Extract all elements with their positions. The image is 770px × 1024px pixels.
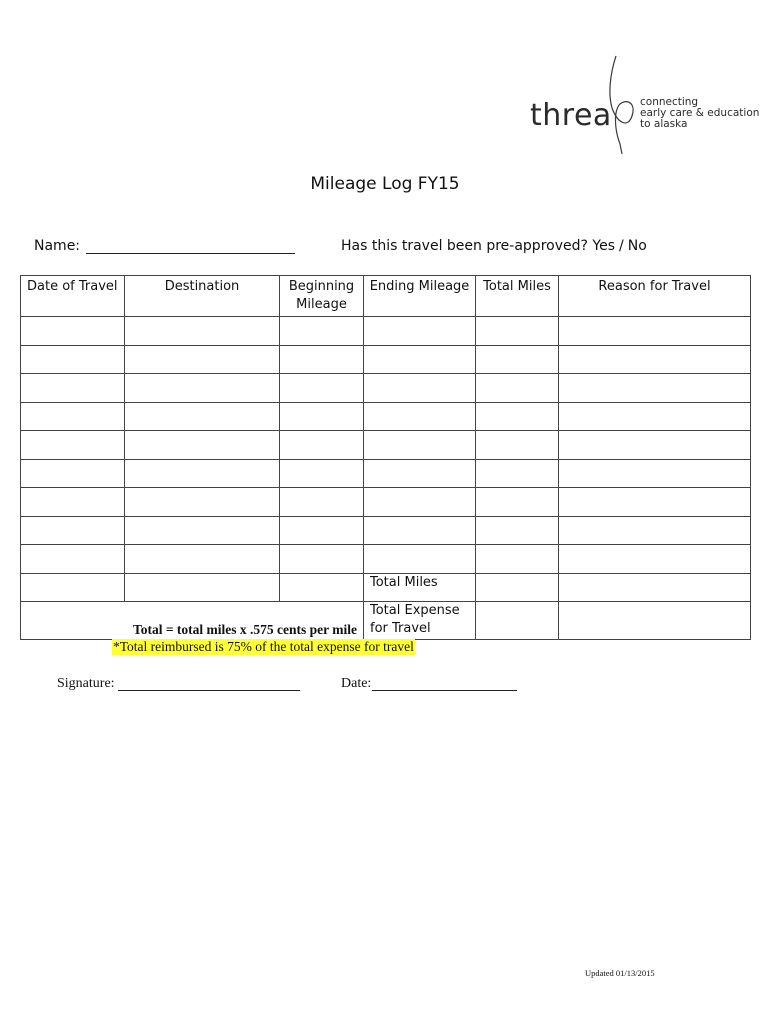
approval-yes-option[interactable]: Yes: [592, 238, 615, 254]
table-cell[interactable]: [280, 431, 364, 460]
table-cell[interactable]: [364, 488, 476, 517]
table-cell[interactable]: [476, 488, 559, 517]
table-cell[interactable]: [21, 317, 125, 346]
table-cell[interactable]: [364, 459, 476, 488]
table-cell[interactable]: [476, 402, 559, 431]
table-cell[interactable]: [280, 317, 364, 346]
table-cell[interactable]: [559, 602, 751, 640]
approval-separator: /: [619, 238, 624, 254]
logo-tagline: [640, 97, 759, 130]
table-cell[interactable]: [559, 345, 751, 374]
table-row: [21, 345, 751, 374]
table-cell[interactable]: [559, 374, 751, 403]
table-cell[interactable]: [21, 374, 125, 403]
table-cell[interactable]: [364, 345, 476, 374]
table-cell[interactable]: [21, 345, 125, 374]
approval-no-option[interactable]: No: [627, 238, 647, 254]
table-cell[interactable]: [476, 431, 559, 460]
table-cell[interactable]: [21, 488, 125, 517]
table-cell[interactable]: [476, 317, 559, 346]
table-cell[interactable]: [280, 545, 364, 574]
table-cell[interactable]: [476, 516, 559, 545]
table-row: [21, 545, 751, 574]
table-cell[interactable]: [280, 459, 364, 488]
reimbursement-note: *Total reimbursed is 75% of the total expense for travel: [113, 639, 414, 654]
name-label: Name:: [34, 238, 81, 254]
table-cell[interactable]: [559, 317, 751, 346]
table-cell[interactable]: [21, 516, 125, 545]
table-cell[interactable]: [559, 573, 751, 602]
table-row: [21, 459, 751, 488]
total-formula-text: Total = total miles x .575 cents per mile: [21, 602, 364, 640]
thread-logo: [528, 54, 760, 154]
table-cell[interactable]: [125, 545, 280, 574]
table-cell[interactable]: [364, 317, 476, 346]
column-header-date: Date of Travel: [21, 276, 125, 317]
table-cell[interactable]: [280, 488, 364, 517]
total-expense-row: [21, 602, 751, 640]
table-cell[interactable]: [280, 573, 364, 602]
table-cell[interactable]: [364, 402, 476, 431]
column-header-ending-mileage: Ending Mileage: [364, 276, 476, 317]
signature-field[interactable]: [118, 690, 300, 691]
table-cell[interactable]: [125, 431, 280, 460]
logo-tagline-line: connecting: [640, 96, 699, 108]
total-miles-cell[interactable]: [476, 573, 559, 602]
table-row: [21, 402, 751, 431]
approval-question: [341, 238, 647, 254]
table-cell[interactable]: [559, 459, 751, 488]
logo-wordmark: threa: [530, 98, 612, 133]
column-header-beginning-mileage: Beginning Mileage: [280, 276, 364, 317]
table-cell[interactable]: [559, 545, 751, 574]
table-row: [21, 374, 751, 403]
table-cell[interactable]: [559, 488, 751, 517]
table-header-row: [21, 276, 751, 317]
table-cell[interactable]: [476, 345, 559, 374]
table-cell[interactable]: [125, 374, 280, 403]
table-cell[interactable]: [559, 402, 751, 431]
table-cell[interactable]: [364, 431, 476, 460]
table-cell[interactable]: [125, 345, 280, 374]
table-row: [21, 516, 751, 545]
date-field[interactable]: [372, 690, 517, 691]
total-miles-row: [21, 573, 751, 602]
table-cell[interactable]: [21, 459, 125, 488]
logo-tagline-line: early care & education: [640, 107, 760, 119]
date-label: Date:: [341, 676, 372, 691]
table-row: [21, 488, 751, 517]
signature-label: Signature:: [57, 676, 115, 691]
table-cell[interactable]: [280, 374, 364, 403]
table-cell[interactable]: [559, 431, 751, 460]
name-field[interactable]: [86, 253, 295, 254]
table-cell[interactable]: [280, 516, 364, 545]
table-cell[interactable]: [476, 374, 559, 403]
table-cell[interactable]: [125, 516, 280, 545]
table-cell[interactable]: [21, 431, 125, 460]
total-expense-label: Total Expense for Travel: [364, 602, 476, 640]
total-expense-cell[interactable]: [476, 602, 559, 640]
column-header-total-miles: Total Miles: [476, 276, 559, 317]
table-cell[interactable]: [364, 545, 476, 574]
table-cell[interactable]: [364, 516, 476, 545]
total-miles-label: Total Miles: [364, 573, 476, 602]
column-header-reason: Reason for Travel: [559, 276, 751, 317]
table-cell[interactable]: [364, 374, 476, 403]
table-row: [21, 317, 751, 346]
updated-date: Updated 01/13/2015: [585, 968, 655, 978]
table-cell[interactable]: [125, 573, 280, 602]
mileage-table: [20, 275, 751, 640]
table-cell[interactable]: [125, 317, 280, 346]
approval-question-text: Has this travel been pre-approved?: [341, 238, 588, 254]
table-cell[interactable]: [476, 459, 559, 488]
table-row: [21, 431, 751, 460]
page-title: Mileage Log FY15: [310, 174, 460, 194]
table-cell[interactable]: [476, 545, 559, 574]
table-cell[interactable]: [21, 402, 125, 431]
table-cell[interactable]: [21, 573, 125, 602]
table-cell[interactable]: [125, 402, 280, 431]
table-cell[interactable]: [125, 488, 280, 517]
table-cell[interactable]: [559, 516, 751, 545]
table-cell[interactable]: [125, 459, 280, 488]
table-cell[interactable]: [280, 402, 364, 431]
column-header-destination: Destination: [125, 276, 280, 317]
table-cell[interactable]: [280, 345, 364, 374]
logo-tagline-line: to alaska: [640, 118, 688, 130]
table-cell[interactable]: [21, 545, 125, 574]
